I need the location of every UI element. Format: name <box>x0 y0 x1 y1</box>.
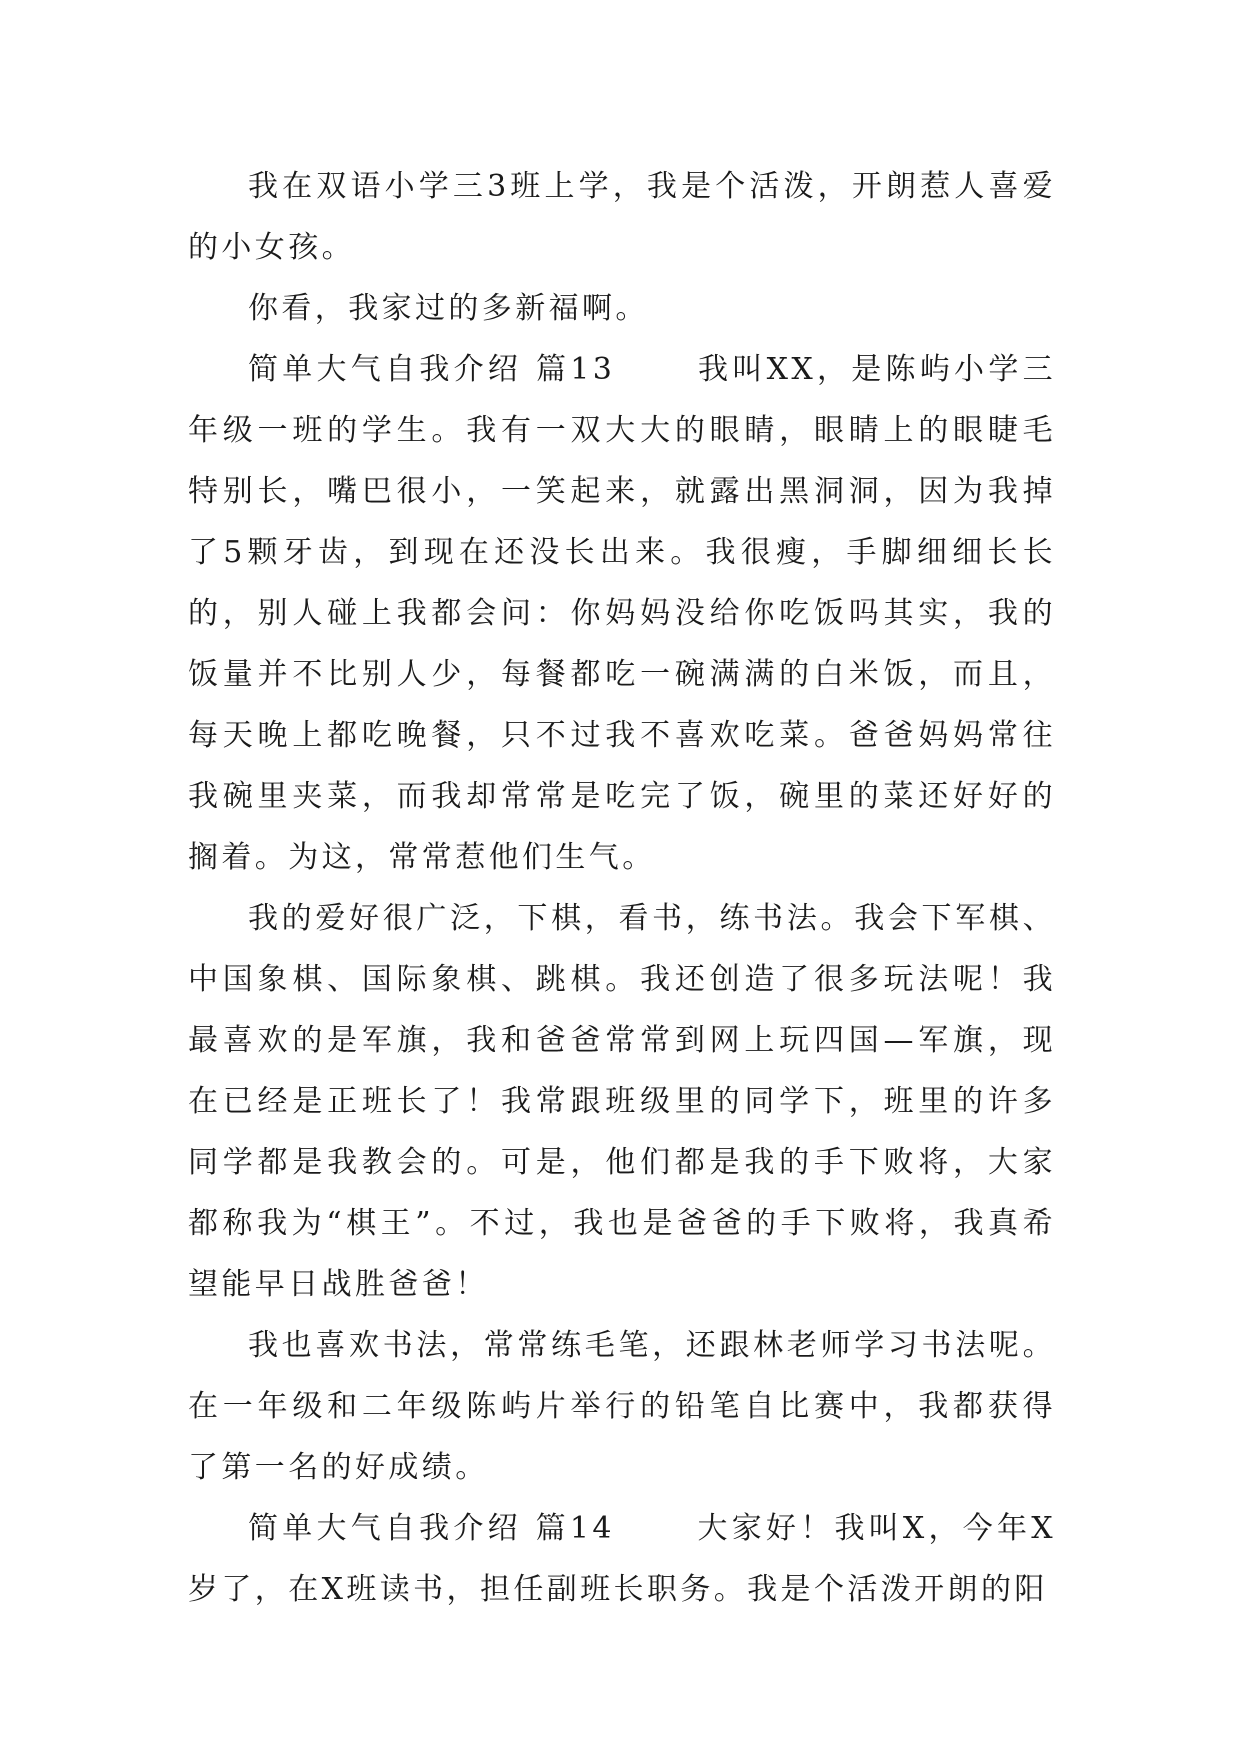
paragraph-calligraphy: 我也喜欢书法，常常练毛笔，还跟林老师学习书法呢。在一年级和二年级陈屿片举行的铅笔自比赛中，我都获得了第一名的好成绩。 <box>188 1328 1056 1485</box>
paragraph-section-13: 简单大气自我介绍 篇13 我叫XX，是陈屿小学三年级一班的学生。我有一双大大的眼睛，眼睛上的眼睫毛特别长，嘴巴很小，一笑起来，就露出黑洞洞，因为我掉了5颗牙齿，到现在还没长出来。我很瘦，手脚细细长长的，别人碰上我都会问：你妈妈没给你吃饭吗其实，我的饭量并不比别人少，每餐都吃一碗满满的白米饭，而且，每天晚上都吃晚餐，只不过我不喜欢吃菜。爸爸妈妈常往我碗里夹菜，而我却常常是吃完了饭，碗里的菜还好好的搁着。为这，常常惹他们生气。 <box>188 352 1056 875</box>
paragraph-hobbies-chess: 我的爱好很广泛，下棋，看书，练书法。我会下军棋、中国象棋、国际象棋、跳棋。我还创造了很多玩法呢！我最喜欢的是军旗，我和爸爸常常到网上玩四国—军旗，现在已经是正班长了！我常跟班级里的同学下，班里的许多同学都是我教会的。可是，他们都是我的手下败将，大家都称我为“棋王”。不过，我也是爸爸的手下败将，我真希望能早日战胜爸爸！ <box>188 901 1056 1302</box>
paragraph-class-intro: 我在双语小学三3班上学，我是个活泼，开朗惹人喜爱的小女孩。 <box>188 169 1056 265</box>
paragraph-happy-family: 你看，我家过的多新福啊。 <box>248 291 649 326</box>
paragraph-section-14: 简单大气自我介绍 篇14 大家好！我叫X，今年X岁了，在X班读书，担任副班长职务。我是个活泼开朗的阳 <box>188 1511 1056 1607</box>
document-body <box>188 156 1056 1620</box>
